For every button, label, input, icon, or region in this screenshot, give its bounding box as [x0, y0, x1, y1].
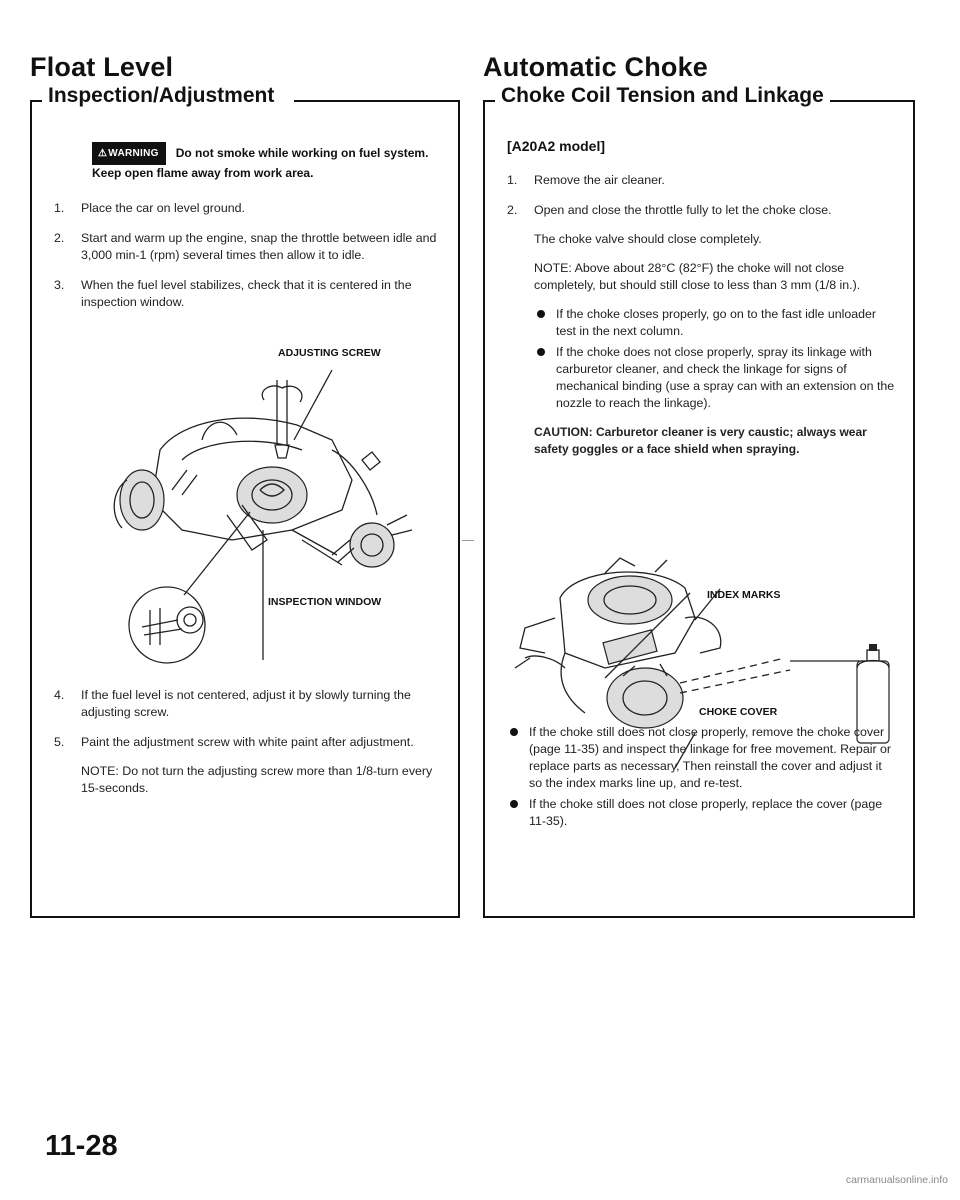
inspection-adjustment-heading: Inspection/Adjustment	[42, 84, 280, 108]
warning-icon: ⚠	[98, 148, 108, 159]
index-marks-label: INDEX MARKS	[707, 589, 781, 601]
steps-list-upper	[54, 200, 442, 324]
step-number: 1.	[507, 173, 518, 187]
step-number: 4.	[54, 688, 65, 702]
step-item	[507, 202, 897, 458]
step-text: Open and close the throttle fully to let the choke close.	[534, 203, 832, 217]
page-number: 11-28	[45, 1130, 118, 1162]
step-text: Place the car on level ground.	[81, 201, 245, 215]
choke-coil-heading: Choke Coil Tension and Linkage	[495, 84, 830, 108]
automatic-choke-panel	[483, 84, 915, 918]
model-label: [A20A2 model]	[507, 138, 606, 154]
choke-cover-label: CHOKE COVER	[699, 706, 778, 718]
step-item	[54, 200, 442, 217]
warning-text: Do not smoke while working on fuel system. Keep open flame away from work area.	[92, 146, 429, 180]
step-subtext: The choke valve should close completely.	[534, 232, 762, 246]
right-page-title: Automatic Choke	[483, 52, 709, 82]
bullet-item: If the choke closes properly, go on to the fast idle unloader test in the next column.	[534, 306, 897, 340]
bullet-item: If the choke does not close properly, spray its linkage with carburetor cleaner, and check the linkage for signs of mechanical binding (use a spray can with an extension on the nozzle to reach the linkage).	[534, 344, 897, 412]
step-note: NOTE: Do not turn the adjusting screw more than 1/8-turn every 15-seconds.	[81, 764, 433, 795]
choke-followup	[507, 724, 897, 834]
step-text: When the fuel level stabilizes, check that it is centered in the inspection window.	[81, 278, 412, 309]
warning-badge: ⚠WARNING	[92, 142, 166, 165]
bullet-item: If the choke still does not close properly, remove the choke cover (page 11-35) and inspect the linkage for free movement. Repair or replace parts as necessary, Then reinstall the cover and adjust it so the index marks line up, and re-test.	[507, 724, 897, 792]
watermark-text: carmanualsonline.info	[845, 1174, 948, 1186]
left-page-title: Float Level	[30, 52, 174, 82]
adjusting-screw-label: ADJUSTING SCREW	[278, 347, 381, 359]
step-item	[54, 230, 442, 264]
step-item	[54, 277, 442, 311]
step-number: 5.	[54, 735, 65, 749]
step-text: Paint the adjustment screw with white paint after adjustment.	[81, 735, 414, 749]
caution-text: CAUTION: Carburetor cleaner is very caustic; always wear safety goggles or a face shield when spraying.	[534, 425, 867, 456]
float-level-figure	[32, 340, 462, 670]
step-number: 1.	[54, 201, 65, 215]
step-item	[54, 687, 442, 721]
step-number: 2.	[507, 203, 518, 217]
choke-steps	[507, 172, 897, 471]
step-text: Remove the air cleaner.	[534, 173, 665, 187]
inspection-window-label: INSPECTION WINDOW	[268, 596, 382, 608]
steps-list-lower	[54, 687, 442, 810]
step-number: 3.	[54, 278, 65, 292]
warning-box	[92, 142, 442, 181]
float-level-panel	[30, 84, 460, 918]
step-text: If the fuel level is not centered, adjust it by slowly turning the adjusting screw.	[81, 688, 411, 719]
step-number: 2.	[54, 231, 65, 245]
step-item	[507, 172, 897, 189]
step-item	[54, 734, 442, 797]
step-text: Start and warm up the engine, snap the throttle between idle and 3,000 min-1 (rpm) several times then allow it to idle.	[81, 231, 437, 262]
bullet-item: If the choke still does not close properly, replace the cover (page 11-35).	[507, 796, 897, 830]
step-note: NOTE: Above about 28°C (82°F) the choke will not close completely, but should still close to less than 3 mm (1/8 in.).	[534, 261, 861, 292]
